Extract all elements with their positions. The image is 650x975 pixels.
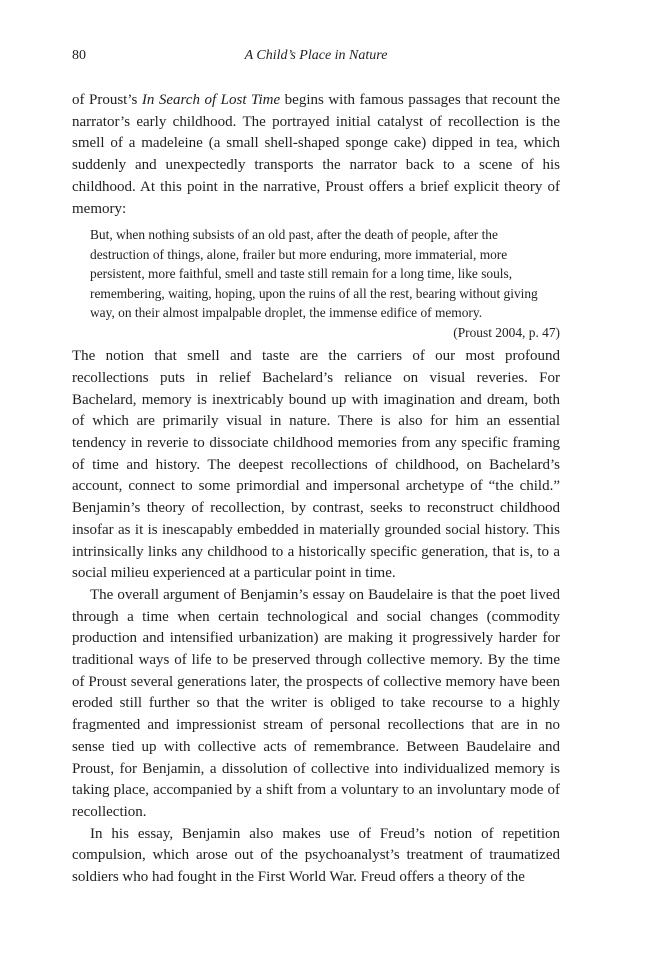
- body-text: [72, 90, 560, 889]
- paragraph-proust-intro: [72, 90, 560, 220]
- work-title: In Search of Lost Time: [141, 92, 281, 108]
- quote-citation: (Proust 2004, p. 47): [453, 324, 560, 340]
- running-head: [72, 46, 560, 66]
- block-quote: [90, 225, 560, 342]
- paragraph-1-lead: of Proust’s: [72, 92, 142, 108]
- paragraph-bachelard: The notion that smell and taste are the carriers of our most profound recollections puts in relief Bachelard’s reliance on visual reveries. For Bachelard, memory is inextricably bound up with imagination and dream, both of which are primarily visual in nature. There is also for him an essential tendency in reverie to dissociate childhood memories from any specific framing of time and history. The deepest recollections of childhood, on Bachelard’s account, connect to some primordial and impersonal archetype of “the child.” Benjamin’s theory of recollection, by contrast, seeks to reconstruct childhood insofar as it is inescapably embedded in materially grounded social history. This intrinsically links any childhood to a historically specific generation, that is, to a social milieu experienced at a particular point in time.: [72, 348, 560, 582]
- book-title: A Child’s Place in Nature: [244, 48, 388, 63]
- paragraph-freud: In his essay, Benjamin also makes use of Freud’s notion of repetition compulsion, which arose out of the psychoanalyst’s treatment of traumatized soldiers who had fought in the First World War. Freud offers a theory of the: [72, 825, 560, 886]
- paragraph-1-rest: begins with famous passages that recount the narrator’s early childhood. The portrayed initial catalyst of recollection is the smell of a madeleine (a small shell-shaped sponge cake) dipped in tea, which suddenly and unexpectedly transports the narrator back to a scene of his childhood. At this point in the narrative, Proust offers a brief explicit theory of memory:: [72, 92, 560, 217]
- page-number: 80: [72, 48, 86, 63]
- paragraph-baudelaire: The overall argument of Benjamin’s essay on Baudelaire is that the poet lived through a time when certain technological and social changes (commodity production and intensified urbanization) are making it progressively harder for traditional ways of life to be preserved through collective memory. By the time of Proust several generations later, the prospects of collective memory have been eroded still further so that the writer is obliged to take recourse to a highly fragmented and impressionist stream of personal recollections that are in no sense tied up with collective acts of remembrance. Between Baudelaire and Proust, for Benjamin, a dissolution of collective into individualized memory is taking place, accompanied by a shift from a voluntary to an involuntary mode of recollection.: [72, 586, 560, 820]
- quote-text: But, when nothing subsists of an old past, after the death of people, after the destruction of things, alone, frailer but more enduring, more immaterial, more persistent, more faithful, smell and taste still remain for a long time, like souls, remembering, waiting, hoping, upon the ruins of all the rest, bearing without giving way, on their almost impalpable droplet, the immense edifice of memory.: [90, 227, 538, 321]
